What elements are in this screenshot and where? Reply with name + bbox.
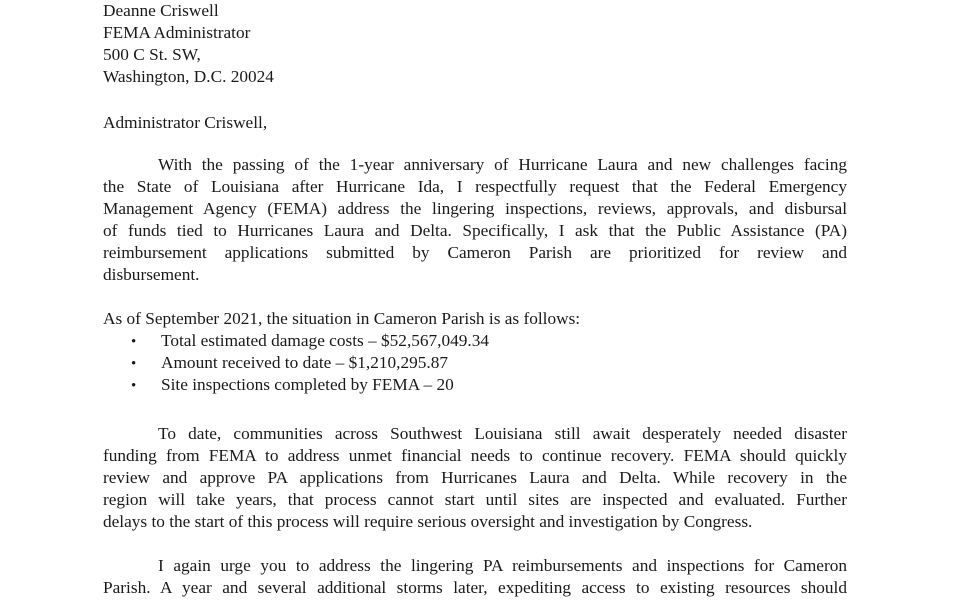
- bullet-text-site-inspections: Site inspections completed by FEMA – 20: [161, 375, 454, 394]
- recipient-city: Washington, D.C. 20024: [103, 67, 274, 86]
- bullet-icon: •: [131, 356, 137, 372]
- salutation: Administrator Criswell,: [103, 113, 268, 132]
- bullet-item: [131, 330, 489, 353]
- paragraph-line: the State of Louisiana after Hurricane Ida, I respectfully request that the Federal Emergency: [103, 177, 847, 196]
- paragraph-line: delays to the start of this process will require serious oversight and investigation by Congress.: [103, 512, 753, 531]
- recipient-title: FEMA Administrator: [103, 23, 251, 42]
- paragraph-line: of funds tied to Hurricanes Laura and Delta. Specifically, I ask that the Public Assistance (PA): [103, 221, 847, 240]
- bullet-text-damage-costs: Total estimated damage costs – $52,567,049.34: [161, 331, 490, 350]
- paragraph-line: Parish. A year and several additional storms later, expediting access to existing resources should: [103, 578, 847, 597]
- recipient-name: Deanne Criswell: [103, 1, 219, 20]
- paragraph-line: To date, communities across Southwest Louisiana still await desperately needed disaster: [158, 424, 847, 443]
- bullet-text-amount-received: Amount received to date – $1,210,295.87: [161, 353, 448, 372]
- paragraph-line: reimbursement applications submitted by Cameron Parish are prioritized for review and: [103, 243, 847, 262]
- bullet-item: [131, 352, 448, 375]
- bullet-icon: •: [131, 334, 137, 350]
- paragraph-line: Management Agency (FEMA) address the lingering inspections, reviews, approvals, and disbursal: [103, 199, 847, 218]
- paragraph-line: With the passing of the 1-year anniversary of Hurricane Laura and new challenges facing: [158, 155, 847, 174]
- paragraph-line: funding from FEMA to address unmet financial needs to continue recovery. FEMA should quickly: [103, 446, 847, 465]
- paragraph-line: region will take years, that process cannot start until sites are inspected and evaluated. Further: [103, 490, 847, 509]
- paragraph-line: disbursement.: [103, 265, 200, 284]
- bullet-icon: •: [131, 378, 137, 394]
- paragraph-line: I again urge you to address the lingering PA reimbursements and inspections for Cameron: [158, 556, 847, 575]
- paragraph-line: review and approve PA applications from Hurricanes Laura and Delta. While recovery in the: [103, 468, 847, 487]
- recipient-street: 500 C St. SW,: [103, 45, 201, 64]
- bullet-item: [131, 374, 454, 397]
- situation-intro: As of September 2021, the situation in Cameron Parish is as follows:: [103, 309, 581, 328]
